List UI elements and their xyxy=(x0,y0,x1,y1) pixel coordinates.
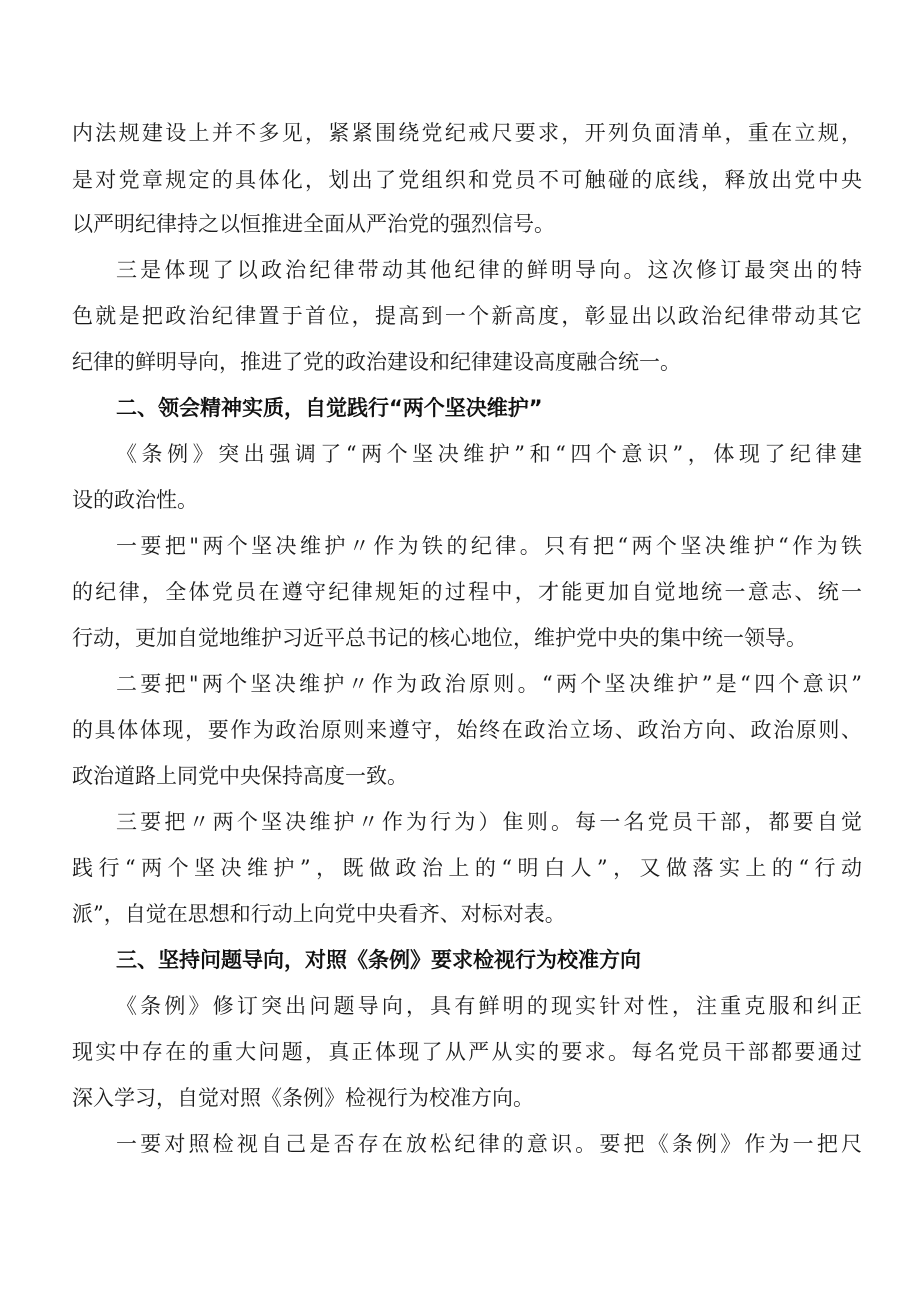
paragraph-line: 政治道路上同党中央保持高度一致。 xyxy=(72,764,408,788)
paragraph-line: 一要把"两个坚决维护〃作为铁的纪律。只有把“两个坚决维护“作为铁 xyxy=(116,534,862,558)
paragraph-line: 《条例》修订突出问题导向，具有鲜明的现实针对性，注重克服和纠正 xyxy=(116,994,862,1018)
paragraph-line: 纪律的鲜明导向，推进了党的政治建设和纪律建设高度融合统一。 xyxy=(72,350,681,374)
paragraph-line: 色就是把政治纪律置于首位，提高到一个新高度，彰显出以政治纪律带动其它 xyxy=(72,304,862,328)
paragraph-line: 现实中存在的重大问题，真正体现了从严从实的要求。每名党员干部都要通过 xyxy=(72,1040,862,1064)
paragraph-line: 设的政治性。 xyxy=(72,488,198,512)
section-heading: 二、领会精神实质，自觉践行“两个坚决维护” xyxy=(116,396,543,420)
paragraph-line: 是对党章规定的具体化，划出了党组织和党员不可触碰的底线，释放出党中央 xyxy=(72,168,862,192)
paragraph-line: 行动，更加自觉地维护习近平总书记的核心地位，维护党中央的集中统一领导。 xyxy=(72,626,807,650)
paragraph-line: 以严明纪律持之以恒推进全面从严治党的强烈信号。 xyxy=(72,212,555,236)
paragraph-line: 三要把〃两个坚决维护〃作为行为）隹则。每一名党员干部，都要自觉 xyxy=(116,810,862,834)
paragraph-line: 内法规建设上并不多见，紧紧围绕党纪戒尺要求，开列负面清单，重在立规， xyxy=(72,121,862,145)
paragraph-line: 三是体现了以政治纪律带动其他纪律的鲜明导向。这次修订最突出的特 xyxy=(116,258,862,282)
paragraph-line: 一要对照检视自己是否存在放松纪律的意识。要把《条例》作为一把尺 xyxy=(116,1132,862,1156)
paragraph-line: 二要把"两个坚决维护〃作为政治原则。“两个坚决维护”是“四个意识” xyxy=(116,672,862,696)
paragraph-line: 《条例》突出强调了“两个坚决维护”和“四个意识”，体现了纪律建 xyxy=(116,442,862,466)
paragraph-line: 践行“两个坚决维护”，既做政治上的“明白人”，又做落实上的“行动 xyxy=(72,856,862,880)
paragraph-line: 派”，自觉在思想和行动上向党中央看齐、对标对表。 xyxy=(72,902,566,926)
paragraph-line: 的具体体现，要作为政治原则来遵守，始终在政治立场、政治方向、政治原则、 xyxy=(72,718,862,742)
paragraph-line: 的纪律，全体党员在遵守纪律规矩的过程中，才能更加自觉地统一意志、统一 xyxy=(72,580,862,604)
section-heading: 三、坚持问题导向，对照《条例》要求检视行为校准方向 xyxy=(116,948,641,972)
paragraph-line: 深入学习，自觉对照《条例》检视行为校准方向。 xyxy=(72,1086,534,1110)
